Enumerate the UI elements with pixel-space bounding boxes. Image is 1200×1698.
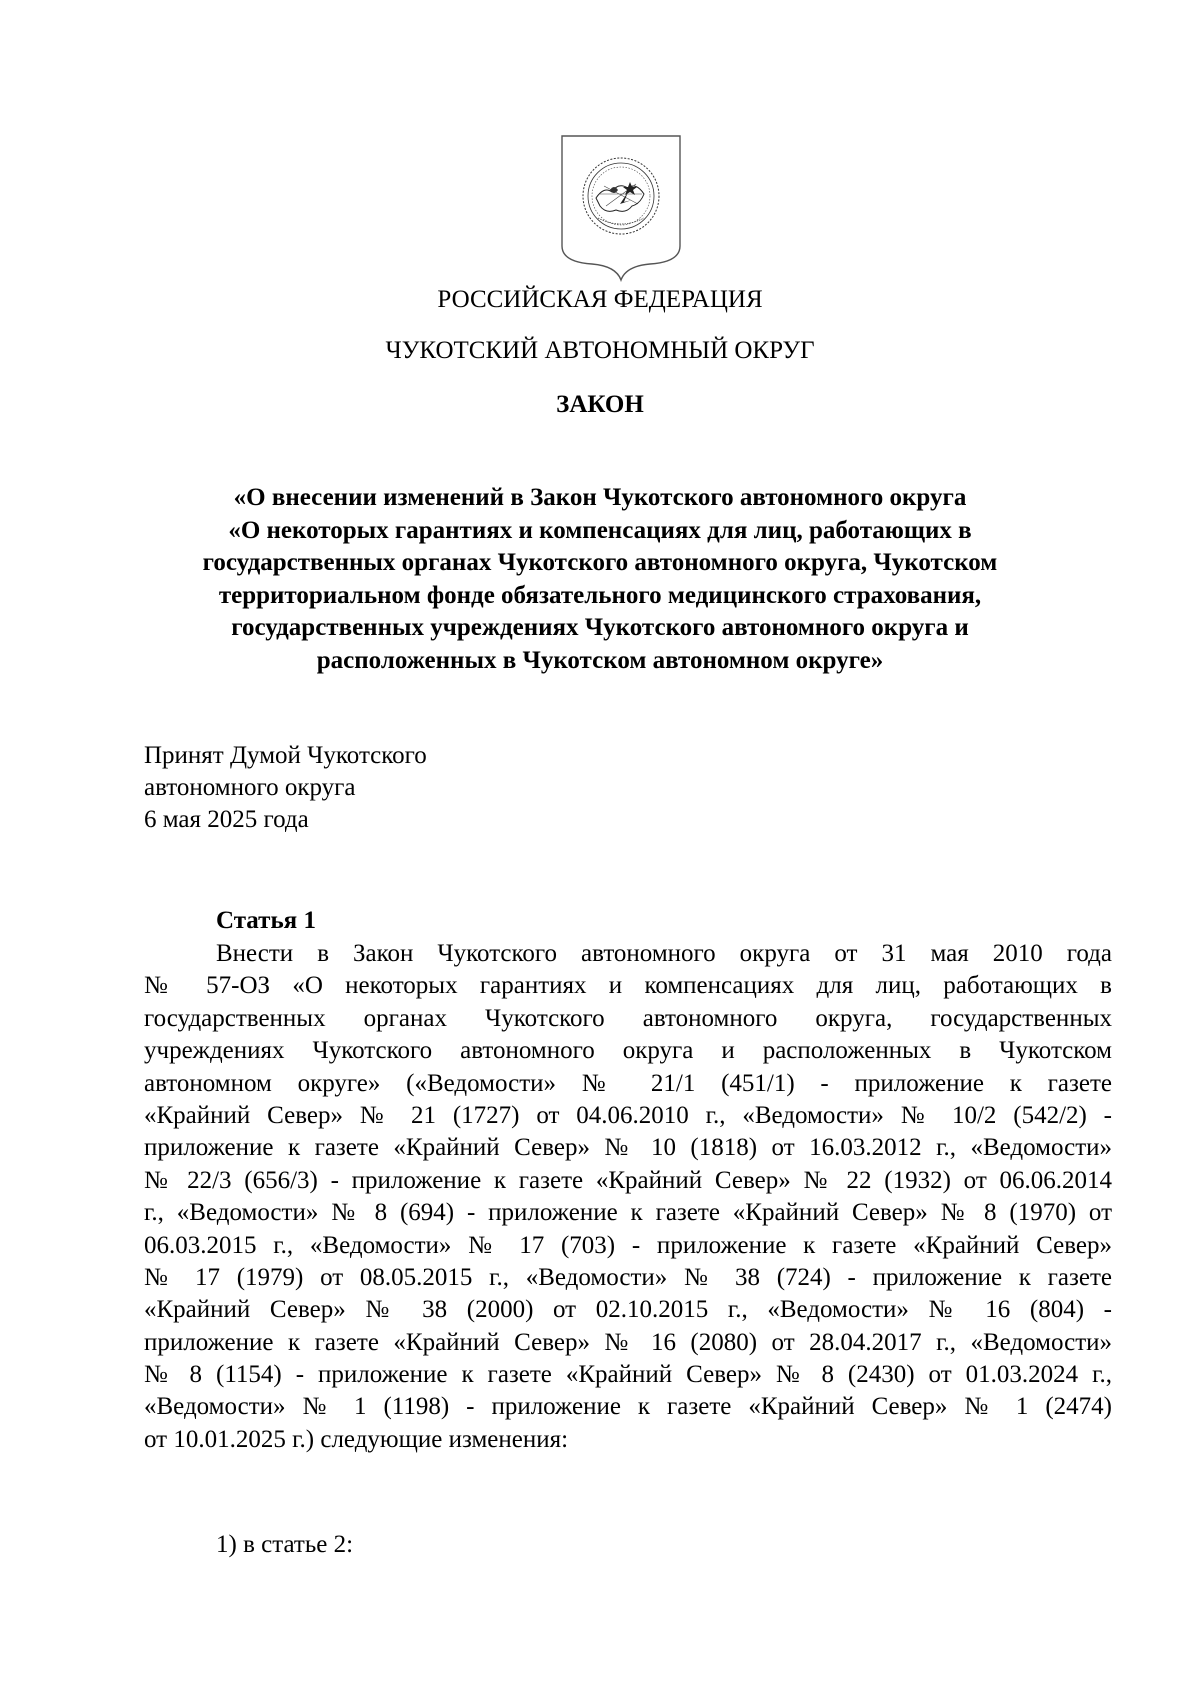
- doc-type-heading: ЗАКОН: [556, 391, 644, 418]
- article-line: г., «Ведомости» № 8 (694) - приложение к газете «Крайний Север» № 8 (1970) от: [144, 1199, 1112, 1227]
- article-line: учреждениях Чукотского автономного округа и расположенных в Чукотском: [144, 1037, 1112, 1065]
- adoption-line: автономного округа: [144, 774, 356, 801]
- coat-of-arms-icon: [560, 134, 682, 282]
- article-body: [144, 938, 1112, 1456]
- article-line: № 22/3 (656/3) - приложение к газете «Крайний Север» № 22 (1932) от 06.06.2014: [144, 1166, 1112, 1194]
- article-line: «Ведомости» № 1 (1198) - приложение к газете «Крайний Север» № 1 (2474): [144, 1393, 1112, 1421]
- law-title-line: государственных органах Чукотского автономного округа, Чукотском: [202, 549, 998, 576]
- article-line: приложение к газете «Крайний Север» № 16 (2080) от 28.04.2017 г., «Ведомости»: [144, 1328, 1112, 1356]
- point-1: 1) в статье 2:: [216, 1531, 354, 1558]
- article-heading: Статья 1: [216, 907, 316, 934]
- adoption-line: Принят Думой Чукотского: [144, 742, 427, 769]
- law-title-line: расположенных в Чукотском автономном округе»: [316, 646, 884, 674]
- article-line: государственных органах Чукотского автономного округа, государственных: [144, 1004, 1112, 1032]
- article-line: автономном округе» («Ведомости» № 21/1 (451/1) - приложение к газете: [144, 1069, 1112, 1097]
- region-heading: ЧУКОТСКИЙ АВТОНОМНЫЙ ОКРУГ: [385, 337, 815, 364]
- article-line: Внести в Закон Чукотского автономного округа от 31 мая 2010 года: [216, 940, 1112, 967]
- adoption-block: [144, 740, 427, 836]
- country-heading: РОССИЙСКАЯ ФЕДЕРАЦИЯ: [437, 286, 763, 313]
- law-title-line: «О внесении изменений в Закон Чукотского автономного округа: [233, 484, 967, 511]
- article-line: «Крайний Север» № 21 (1727) от 04.06.2010 г., «Ведомости» № 10/2 (542/2) -: [144, 1101, 1112, 1129]
- law-title-line: государственных учреждениях Чукотского автономного округа и: [231, 614, 969, 641]
- law-title: [150, 482, 1050, 677]
- article-line: № 57-ОЗ «О некоторых гарантиях и компенсациях для лиц, работающих в: [144, 972, 1112, 1000]
- article-line: от 10.01.2025 г.) следующие изменения:: [144, 1425, 569, 1453]
- article-line: 06.03.2015 г., «Ведомости» № 17 (703) - приложение к газете «Крайний Север»: [144, 1231, 1112, 1259]
- adoption-date: 6 мая 2025 года: [144, 806, 309, 833]
- article-line: № 17 (1979) от 08.05.2015 г., «Ведомости» № 38 (724) - приложение к газете: [144, 1263, 1112, 1291]
- article-line: приложение к газете «Крайний Север» № 10 (1818) от 16.03.2012 г., «Ведомости»: [144, 1134, 1112, 1162]
- law-title-line: «О некоторых гарантиях и компенсациях для лиц, работающих в: [228, 516, 972, 544]
- law-title-line: территориальном фонде обязательного медицинского страхования,: [218, 581, 982, 609]
- article-line: «Крайний Север» № 38 (2000) от 02.10.2015 г., «Ведомости» № 16 (804) -: [144, 1296, 1112, 1324]
- article-line: № 8 (1154) - приложение к газете «Крайний Север» № 8 (2430) от 01.03.2024 г.,: [144, 1361, 1112, 1389]
